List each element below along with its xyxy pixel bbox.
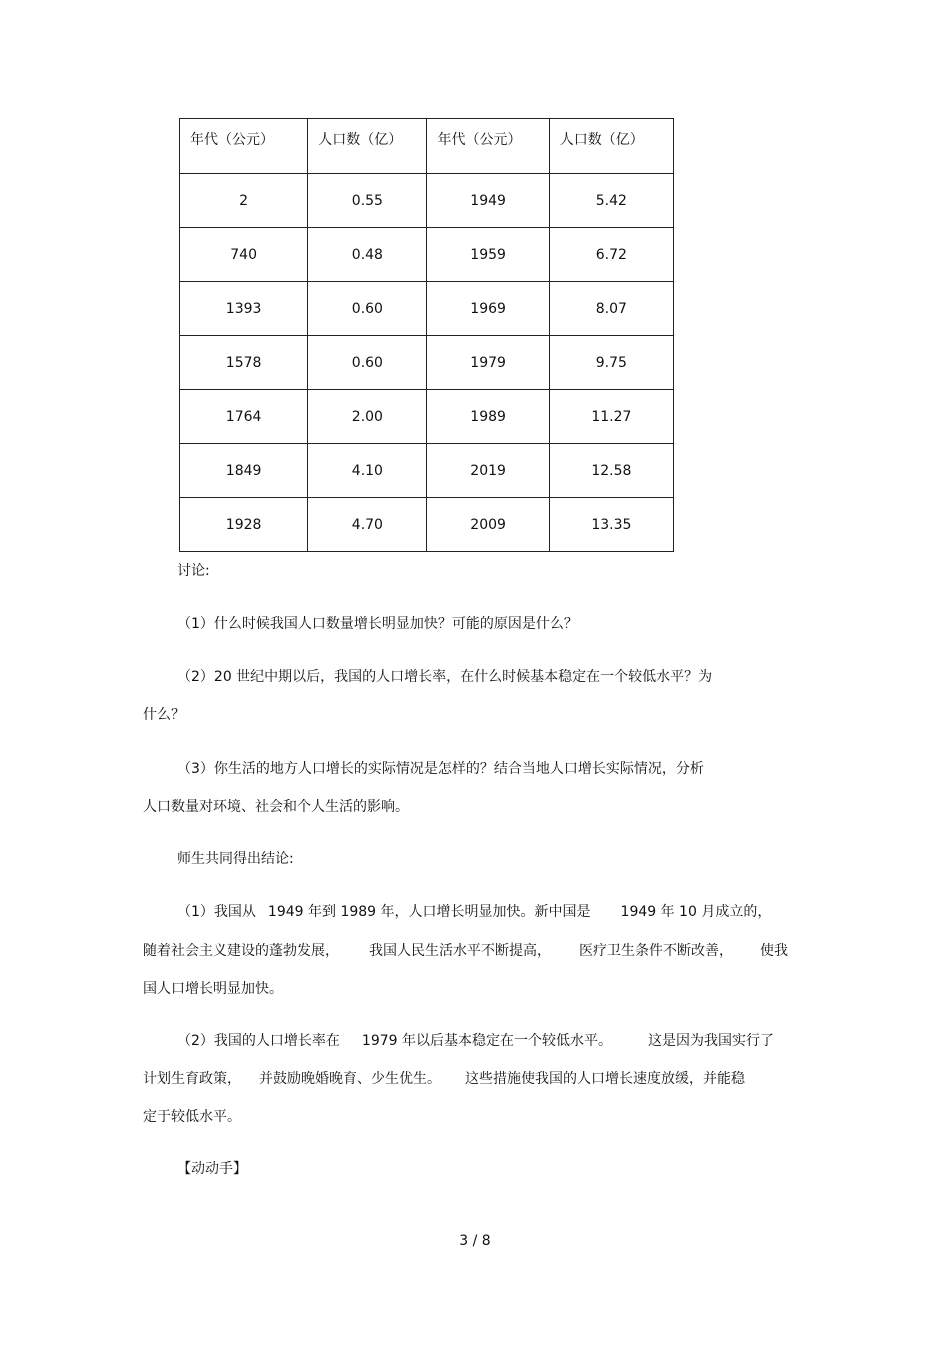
cell-population-1: 0.60 bbox=[308, 336, 427, 390]
conclusion-heading: 师生共同得出结论: bbox=[177, 851, 294, 867]
conclusion-answer-2-line-2 bbox=[143, 1070, 745, 1088]
table-row bbox=[180, 390, 674, 444]
cell-year-1: 1393 bbox=[180, 282, 308, 336]
cell-population-2: 12.58 bbox=[549, 444, 673, 498]
cell-population-2: 11.27 bbox=[549, 390, 673, 444]
section-label-hands-on: 【动动手】 bbox=[177, 1161, 247, 1177]
cell-population-1: 2.00 bbox=[308, 390, 427, 444]
discussion-question-2-line-1: （2）20 世纪中期以后，我国的人口增长率，在什么时候基本稳定在一个较低水平？为 bbox=[177, 669, 713, 685]
header-year-2: 年代（公元） bbox=[427, 119, 549, 174]
cell-year-1: 1928 bbox=[180, 498, 308, 552]
text-segment: 医疗卫生条件不断改善， bbox=[579, 943, 733, 959]
table-row bbox=[180, 174, 674, 228]
text-segment: 这是因为我国实行了 bbox=[648, 1033, 775, 1049]
cell-year-2: 1989 bbox=[427, 390, 549, 444]
cell-population-2: 6.72 bbox=[549, 228, 673, 282]
cell-year-2: 1959 bbox=[427, 228, 549, 282]
table-header-row bbox=[180, 119, 674, 174]
cell-year-1: 1849 bbox=[180, 444, 308, 498]
cell-population-1: 4.70 bbox=[308, 498, 427, 552]
conclusion-answer-2-line-1 bbox=[177, 1032, 774, 1050]
text-segment: 1949 年到 1989 年，人口增长明显加快。新中国是 bbox=[267, 904, 591, 920]
cell-population-1: 4.10 bbox=[308, 444, 427, 498]
cell-population-1: 0.48 bbox=[308, 228, 427, 282]
discussion-question-1: （1）什么时候我国人口数量增长明显加快？可能的原因是什么？ bbox=[177, 616, 578, 632]
text-segment: 1949 年 10 月成立的， bbox=[620, 904, 772, 920]
header-population-2: 人口数（亿） bbox=[549, 119, 673, 174]
cell-year-1: 2 bbox=[180, 174, 308, 228]
cell-year-1: 740 bbox=[180, 228, 308, 282]
text-segment: 并鼓励晚婚晚育、少生优生。 bbox=[259, 1071, 441, 1087]
header-population-1: 人口数（亿） bbox=[308, 119, 427, 174]
page-number: 3 / 8 bbox=[459, 1233, 491, 1249]
cell-year-1: 1578 bbox=[180, 336, 308, 390]
text-segment: （1）我国从 bbox=[177, 904, 256, 920]
cell-year-2: 1969 bbox=[427, 282, 549, 336]
conclusion-answer-1-line-3: 国人口增长明显加快。 bbox=[143, 981, 283, 997]
text-segment: 1979 年以后基本稳定在一个较低水平。 bbox=[361, 1033, 613, 1049]
table-row bbox=[180, 498, 674, 552]
text-segment: （2）我国的人口增长率在 bbox=[177, 1033, 340, 1049]
population-table bbox=[179, 118, 674, 552]
table-row bbox=[180, 282, 674, 336]
cell-year-2: 2019 bbox=[427, 444, 549, 498]
text-segment: 随着社会主义建设的蓬勃发展， bbox=[143, 943, 339, 959]
cell-year-2: 2009 bbox=[427, 498, 549, 552]
cell-population-2: 5.42 bbox=[549, 174, 673, 228]
conclusion-answer-2-line-3: 定于较低水平。 bbox=[143, 1109, 241, 1125]
cell-population-2: 9.75 bbox=[549, 336, 673, 390]
cell-population-2: 13.35 bbox=[549, 498, 673, 552]
cell-year-1: 1764 bbox=[180, 390, 308, 444]
table-row bbox=[180, 336, 674, 390]
text-segment: 这些措施使我国的人口增长速度放缓，并能稳 bbox=[465, 1071, 745, 1087]
header-year-1: 年代（公元） bbox=[180, 119, 308, 174]
text-segment: 我国人民生活水平不断提高， bbox=[369, 943, 551, 959]
cell-population-1: 0.55 bbox=[308, 174, 427, 228]
cell-population-1: 0.60 bbox=[308, 282, 427, 336]
text-segment: 使我 bbox=[760, 943, 788, 959]
cell-year-2: 1979 bbox=[427, 336, 549, 390]
text-segment: 计划生育政策， bbox=[143, 1071, 241, 1087]
table-row bbox=[180, 228, 674, 282]
conclusion-answer-1-line-1 bbox=[177, 903, 771, 921]
discussion-question-3-line-2: 人口数量对环境、社会和个人生活的影响。 bbox=[143, 799, 409, 815]
conclusion-answer-1-line-2 bbox=[143, 942, 788, 960]
cell-population-2: 8.07 bbox=[549, 282, 673, 336]
cell-year-2: 1949 bbox=[427, 174, 549, 228]
table-row bbox=[180, 444, 674, 498]
discussion-question-3-line-1: （3）你生活的地方人口增长的实际情况是怎样的？结合当地人口增长实际情况，分析 bbox=[177, 761, 704, 777]
discussion-heading: 讨论: bbox=[177, 563, 210, 579]
discussion-question-2-line-2: 什么？ bbox=[143, 707, 185, 723]
